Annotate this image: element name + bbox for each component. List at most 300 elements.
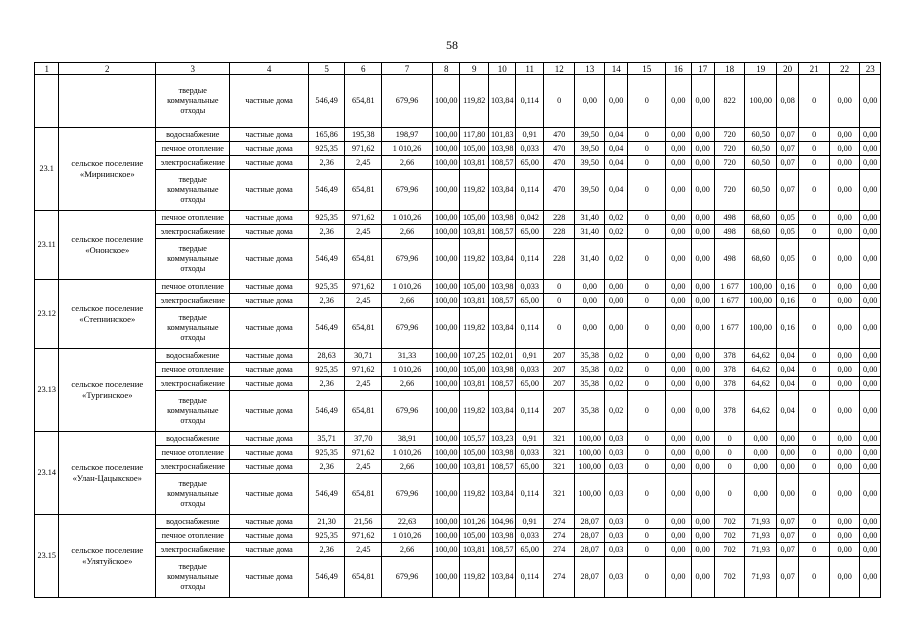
value-cell: 470 xyxy=(543,128,575,142)
value-cell: 0 xyxy=(628,75,666,128)
value-cell: 108,57 xyxy=(488,225,515,239)
value-cell: 68,60 xyxy=(745,239,777,280)
value-cell: 103,84 xyxy=(488,474,515,515)
value-cell: 0,91 xyxy=(516,432,543,446)
value-cell: 1 677 xyxy=(714,308,745,349)
value-cell: 64,62 xyxy=(745,377,777,391)
value-cell: 100,00 xyxy=(432,446,459,460)
value-cell: 0,00 xyxy=(666,128,691,142)
value-cell: 546,49 xyxy=(308,391,345,432)
value-cell: 0,00 xyxy=(691,294,714,308)
value-cell: 0 xyxy=(543,75,575,128)
value-cell: 654,81 xyxy=(345,75,382,128)
value-cell: 0,00 xyxy=(829,349,860,363)
value-cell: 100,00 xyxy=(432,239,459,280)
housing-type-cell: частные дома xyxy=(230,225,308,239)
housing-type-cell: частные дома xyxy=(230,432,308,446)
value-cell: 0 xyxy=(714,474,745,515)
settlement-cell: сельское поселение «Улятуйское» xyxy=(59,515,156,598)
value-cell: 0 xyxy=(799,128,830,142)
housing-type-cell: частные дома xyxy=(230,75,308,128)
value-cell: 2,45 xyxy=(345,377,382,391)
column-number-header: 21 xyxy=(799,63,830,75)
value-cell: 0,02 xyxy=(605,239,628,280)
value-cell: 0,114 xyxy=(516,75,543,128)
value-cell: 0,114 xyxy=(516,557,543,598)
column-number-header: 10 xyxy=(488,63,515,75)
value-cell: 0,00 xyxy=(605,294,628,308)
value-cell: 207 xyxy=(543,363,575,377)
value-cell: 720 xyxy=(714,142,745,156)
value-cell: 28,63 xyxy=(308,349,345,363)
value-cell: 103,98 xyxy=(488,446,515,460)
service-cell: печное отопление xyxy=(156,446,230,460)
value-cell: 0,00 xyxy=(829,156,860,170)
value-cell: 0,02 xyxy=(605,349,628,363)
value-cell: 0,00 xyxy=(691,515,714,529)
value-cell: 0 xyxy=(628,446,666,460)
value-cell: 0 xyxy=(799,211,830,225)
value-cell: 0,02 xyxy=(605,391,628,432)
value-cell: 100,00 xyxy=(745,294,777,308)
value-cell: 0 xyxy=(628,391,666,432)
value-cell: 39,50 xyxy=(575,156,605,170)
value-cell: 0 xyxy=(799,432,830,446)
value-cell: 0,00 xyxy=(829,75,860,128)
value-cell: 0,16 xyxy=(776,294,798,308)
value-cell: 65,00 xyxy=(516,543,543,557)
value-cell: 103,84 xyxy=(488,170,515,211)
service-cell: твердые коммунальные отходы xyxy=(156,391,230,432)
value-cell: 0 xyxy=(628,543,666,557)
value-cell: 21,56 xyxy=(345,515,382,529)
housing-type-cell: частные дома xyxy=(230,377,308,391)
value-cell: 1 010,26 xyxy=(382,446,433,460)
column-number-header: 13 xyxy=(575,63,605,75)
value-cell: 107,25 xyxy=(460,349,489,363)
value-cell: 1 677 xyxy=(714,280,745,294)
value-cell: 28,07 xyxy=(575,543,605,557)
value-cell: 0 xyxy=(714,446,745,460)
value-cell: 0,07 xyxy=(776,515,798,529)
value-cell: 0,03 xyxy=(605,515,628,529)
value-cell: 1 010,26 xyxy=(382,363,433,377)
value-cell: 0,00 xyxy=(829,308,860,349)
table-row xyxy=(35,308,881,349)
value-cell: 0,00 xyxy=(666,294,691,308)
value-cell: 35,38 xyxy=(575,349,605,363)
value-cell: 103,23 xyxy=(488,432,515,446)
table-row xyxy=(35,211,881,225)
value-cell: 0,00 xyxy=(691,377,714,391)
value-cell: 0,00 xyxy=(776,460,798,474)
value-cell: 65,00 xyxy=(516,156,543,170)
value-cell: 0,00 xyxy=(691,211,714,225)
value-cell: 0,00 xyxy=(860,543,881,557)
value-cell: 971,62 xyxy=(345,446,382,460)
value-cell: 103,81 xyxy=(460,294,489,308)
value-cell: 498 xyxy=(714,225,745,239)
value-cell: 679,96 xyxy=(382,474,433,515)
value-cell: 68,60 xyxy=(745,225,777,239)
value-cell: 0,00 xyxy=(860,446,881,460)
value-cell: 925,35 xyxy=(308,446,345,460)
value-cell: 60,50 xyxy=(745,156,777,170)
value-cell: 0,00 xyxy=(860,280,881,294)
value-cell: 654,81 xyxy=(345,474,382,515)
value-cell: 0 xyxy=(799,363,830,377)
table-row xyxy=(35,156,881,170)
value-cell: 0,07 xyxy=(776,156,798,170)
housing-type-cell: частные дома xyxy=(230,391,308,432)
value-cell: 0,00 xyxy=(829,543,860,557)
value-cell: 0,114 xyxy=(516,308,543,349)
value-cell: 0,04 xyxy=(776,349,798,363)
value-cell: 39,50 xyxy=(575,142,605,156)
value-cell: 195,38 xyxy=(345,128,382,142)
value-cell: 321 xyxy=(543,446,575,460)
value-cell: 0,00 xyxy=(691,529,714,543)
value-cell: 679,96 xyxy=(382,557,433,598)
value-cell: 0,00 xyxy=(691,446,714,460)
value-cell: 100,00 xyxy=(575,432,605,446)
value-cell: 925,35 xyxy=(308,211,345,225)
value-cell: 0,00 xyxy=(860,363,881,377)
value-cell: 0,04 xyxy=(776,363,798,377)
housing-type-cell: частные дома xyxy=(230,349,308,363)
table-row xyxy=(35,280,881,294)
value-cell: 0,033 xyxy=(516,446,543,460)
value-cell: 0,00 xyxy=(860,460,881,474)
value-cell: 105,00 xyxy=(460,363,489,377)
service-cell: электроснабжение xyxy=(156,377,230,391)
settlement-cell: сельское поселение «Ононское» xyxy=(59,211,156,280)
value-cell: 103,81 xyxy=(460,156,489,170)
value-cell: 0,00 xyxy=(666,474,691,515)
service-cell: водоснабжение xyxy=(156,349,230,363)
value-cell: 31,40 xyxy=(575,225,605,239)
value-cell: 0,91 xyxy=(516,128,543,142)
row-code-cell: 23.14 xyxy=(35,432,59,515)
column-number-header: 14 xyxy=(605,63,628,75)
value-cell: 702 xyxy=(714,557,745,598)
value-cell: 0,16 xyxy=(776,280,798,294)
value-cell: 679,96 xyxy=(382,239,433,280)
value-cell: 0,033 xyxy=(516,363,543,377)
value-cell: 105,00 xyxy=(460,211,489,225)
value-cell: 0 xyxy=(799,225,830,239)
service-cell: печное отопление xyxy=(156,363,230,377)
value-cell: 0,00 xyxy=(691,474,714,515)
value-cell: 0,00 xyxy=(860,349,881,363)
value-cell: 37,70 xyxy=(345,432,382,446)
value-cell: 0,00 xyxy=(666,156,691,170)
value-cell: 0,00 xyxy=(666,515,691,529)
value-cell: 100,00 xyxy=(432,128,459,142)
value-cell: 100,00 xyxy=(575,474,605,515)
service-cell: печное отопление xyxy=(156,211,230,225)
value-cell: 0 xyxy=(714,432,745,446)
value-cell: 0,00 xyxy=(666,225,691,239)
value-cell: 0,00 xyxy=(860,156,881,170)
value-cell: 0,00 xyxy=(860,75,881,128)
value-cell: 119,82 xyxy=(460,75,489,128)
value-cell: 0,00 xyxy=(829,460,860,474)
value-cell: 2,66 xyxy=(382,377,433,391)
value-cell: 0 xyxy=(628,239,666,280)
value-cell: 100,00 xyxy=(432,225,459,239)
value-cell: 0 xyxy=(628,515,666,529)
value-cell: 1 677 xyxy=(714,294,745,308)
value-cell: 0,04 xyxy=(776,377,798,391)
value-cell: 39,50 xyxy=(575,128,605,142)
value-cell: 702 xyxy=(714,529,745,543)
value-cell: 546,49 xyxy=(308,557,345,598)
value-cell: 0 xyxy=(799,294,830,308)
value-cell: 103,84 xyxy=(488,308,515,349)
value-cell: 0,00 xyxy=(860,308,881,349)
value-cell: 0,00 xyxy=(691,280,714,294)
housing-type-cell: частные дома xyxy=(230,557,308,598)
value-cell: 39,50 xyxy=(575,170,605,211)
value-cell: 0,00 xyxy=(691,543,714,557)
housing-type-cell: частные дома xyxy=(230,128,308,142)
value-cell: 207 xyxy=(543,377,575,391)
value-cell: 0 xyxy=(799,349,830,363)
value-cell: 0,91 xyxy=(516,515,543,529)
value-cell: 228 xyxy=(543,239,575,280)
row-code-cell: 23.15 xyxy=(35,515,59,598)
value-cell: 654,81 xyxy=(345,308,382,349)
value-cell: 0,07 xyxy=(776,142,798,156)
value-cell: 0,00 xyxy=(829,377,860,391)
value-cell: 0,00 xyxy=(666,280,691,294)
value-cell: 22,63 xyxy=(382,515,433,529)
value-cell: 101,26 xyxy=(460,515,489,529)
value-cell: 0,91 xyxy=(516,349,543,363)
value-cell: 546,49 xyxy=(308,239,345,280)
value-cell: 0,00 xyxy=(666,446,691,460)
value-cell: 702 xyxy=(714,515,745,529)
value-cell: 100,00 xyxy=(432,280,459,294)
value-cell: 119,82 xyxy=(460,170,489,211)
value-cell: 679,96 xyxy=(382,75,433,128)
value-cell: 925,35 xyxy=(308,363,345,377)
value-cell: 103,84 xyxy=(488,557,515,598)
value-cell: 0,00 xyxy=(829,446,860,460)
value-cell: 546,49 xyxy=(308,308,345,349)
value-cell: 0,00 xyxy=(691,349,714,363)
service-cell: электроснабжение xyxy=(156,225,230,239)
value-cell: 100,00 xyxy=(432,474,459,515)
value-cell: 0 xyxy=(628,529,666,543)
service-cell: водоснабжение xyxy=(156,432,230,446)
value-cell: 103,81 xyxy=(460,460,489,474)
value-cell: 0,00 xyxy=(860,294,881,308)
table-row xyxy=(35,225,881,239)
value-cell: 0,00 xyxy=(829,529,860,543)
value-cell: 0,00 xyxy=(575,75,605,128)
value-cell: 0,114 xyxy=(516,239,543,280)
value-cell: 971,62 xyxy=(345,280,382,294)
value-cell: 2,66 xyxy=(382,225,433,239)
value-cell: 321 xyxy=(543,460,575,474)
value-cell: 0,00 xyxy=(666,239,691,280)
value-cell: 103,98 xyxy=(488,280,515,294)
value-cell: 2,45 xyxy=(345,543,382,557)
value-cell: 0,00 xyxy=(860,557,881,598)
value-cell: 0,07 xyxy=(776,543,798,557)
value-cell: 0 xyxy=(628,349,666,363)
value-cell: 679,96 xyxy=(382,391,433,432)
value-cell: 2,36 xyxy=(308,225,345,239)
service-cell: твердые коммунальные отходы xyxy=(156,75,230,128)
value-cell: 498 xyxy=(714,211,745,225)
service-cell: твердые коммунальные отходы xyxy=(156,170,230,211)
table-row xyxy=(35,515,881,529)
value-cell: 31,40 xyxy=(575,239,605,280)
value-cell: 0 xyxy=(799,557,830,598)
value-cell: 38,91 xyxy=(382,432,433,446)
value-cell: 0,03 xyxy=(605,474,628,515)
value-cell: 0 xyxy=(714,460,745,474)
housing-type-cell: частные дома xyxy=(230,294,308,308)
service-cell: печное отопление xyxy=(156,142,230,156)
value-cell: 60,50 xyxy=(745,170,777,211)
value-cell: 0,00 xyxy=(575,280,605,294)
value-cell: 274 xyxy=(543,515,575,529)
value-cell: 0,04 xyxy=(776,391,798,432)
value-cell: 100,00 xyxy=(432,460,459,474)
table-row xyxy=(35,239,881,280)
value-cell: 0 xyxy=(628,225,666,239)
settlement-cell: сельское поселение «Улан-Цацыкское» xyxy=(59,432,156,515)
table-row xyxy=(35,377,881,391)
value-cell: 925,35 xyxy=(308,142,345,156)
table-row xyxy=(35,75,881,128)
value-cell: 0,00 xyxy=(666,543,691,557)
value-cell: 0,00 xyxy=(666,363,691,377)
table-row xyxy=(35,474,881,515)
value-cell: 0 xyxy=(799,156,830,170)
service-cell: печное отопление xyxy=(156,529,230,543)
column-number-header: 5 xyxy=(308,63,345,75)
value-cell: 0 xyxy=(543,308,575,349)
value-cell: 0,00 xyxy=(860,529,881,543)
settlement-cell: сельское поселение «Тургинское» xyxy=(59,349,156,432)
column-number-header: 12 xyxy=(543,63,575,75)
value-cell: 100,00 xyxy=(432,377,459,391)
service-cell: электроснабжение xyxy=(156,156,230,170)
value-cell: 0,00 xyxy=(666,308,691,349)
row-code-cell: 23.12 xyxy=(35,280,59,349)
value-cell: 1 010,26 xyxy=(382,142,433,156)
value-cell: 100,00 xyxy=(432,557,459,598)
column-number-header: 1 xyxy=(35,63,59,75)
value-cell: 207 xyxy=(543,391,575,432)
value-cell: 971,62 xyxy=(345,529,382,543)
value-cell: 71,93 xyxy=(745,557,777,598)
housing-type-cell: частные дома xyxy=(230,308,308,349)
value-cell: 103,81 xyxy=(460,377,489,391)
value-cell: 30,71 xyxy=(345,349,382,363)
value-cell: 0 xyxy=(628,377,666,391)
column-number-header: 4 xyxy=(230,63,308,75)
value-cell: 105,00 xyxy=(460,142,489,156)
column-number-header: 18 xyxy=(714,63,745,75)
value-cell: 60,50 xyxy=(745,128,777,142)
housing-type-cell: частные дома xyxy=(230,529,308,543)
value-cell: 0,00 xyxy=(575,308,605,349)
value-cell: 2,45 xyxy=(345,225,382,239)
value-cell: 100,00 xyxy=(432,211,459,225)
housing-type-cell: частные дома xyxy=(230,156,308,170)
value-cell: 119,82 xyxy=(460,308,489,349)
value-cell: 0 xyxy=(628,308,666,349)
value-cell: 71,93 xyxy=(745,543,777,557)
value-cell: 28,07 xyxy=(575,557,605,598)
service-cell: электроснабжение xyxy=(156,543,230,557)
value-cell: 2,66 xyxy=(382,460,433,474)
value-cell: 103,81 xyxy=(460,225,489,239)
value-cell: 0,00 xyxy=(860,515,881,529)
column-number-header: 15 xyxy=(628,63,666,75)
value-cell: 31,33 xyxy=(382,349,433,363)
value-cell: 1 010,26 xyxy=(382,529,433,543)
column-number-header: 19 xyxy=(745,63,777,75)
value-cell: 0,00 xyxy=(745,446,777,460)
value-cell: 0,03 xyxy=(605,460,628,474)
value-cell: 100,00 xyxy=(432,142,459,156)
value-cell: 0,03 xyxy=(605,529,628,543)
settlement-cell: сельское поселение «Мирнинское» xyxy=(59,128,156,211)
value-cell: 654,81 xyxy=(345,557,382,598)
value-cell: 0 xyxy=(628,142,666,156)
value-cell: 100,00 xyxy=(575,446,605,460)
value-cell: 101,83 xyxy=(488,128,515,142)
value-cell: 64,62 xyxy=(745,363,777,377)
value-cell: 0,07 xyxy=(776,170,798,211)
value-cell: 2,66 xyxy=(382,156,433,170)
value-cell: 0 xyxy=(799,170,830,211)
value-cell: 0,00 xyxy=(829,363,860,377)
value-cell: 0,00 xyxy=(666,529,691,543)
value-cell: 28,07 xyxy=(575,515,605,529)
value-cell: 100,00 xyxy=(432,432,459,446)
value-cell: 0 xyxy=(799,446,830,460)
value-cell: 64,62 xyxy=(745,349,777,363)
value-cell: 0,00 xyxy=(666,211,691,225)
value-cell: 71,93 xyxy=(745,515,777,529)
value-cell: 0,03 xyxy=(605,432,628,446)
value-cell: 0 xyxy=(799,529,830,543)
value-cell: 71,93 xyxy=(745,529,777,543)
housing-type-cell: частные дома xyxy=(230,363,308,377)
value-cell: 103,84 xyxy=(488,391,515,432)
value-cell: 0,00 xyxy=(666,391,691,432)
value-cell: 21,30 xyxy=(308,515,345,529)
value-cell: 654,81 xyxy=(345,391,382,432)
value-cell: 0,00 xyxy=(691,142,714,156)
value-cell: 0,05 xyxy=(776,211,798,225)
value-cell: 822 xyxy=(714,75,745,128)
value-cell: 100,00 xyxy=(432,294,459,308)
value-cell: 119,82 xyxy=(460,239,489,280)
value-cell: 100,00 xyxy=(745,280,777,294)
value-cell: 0,02 xyxy=(605,211,628,225)
housing-type-cell: частные дома xyxy=(230,211,308,225)
value-cell: 971,62 xyxy=(345,211,382,225)
